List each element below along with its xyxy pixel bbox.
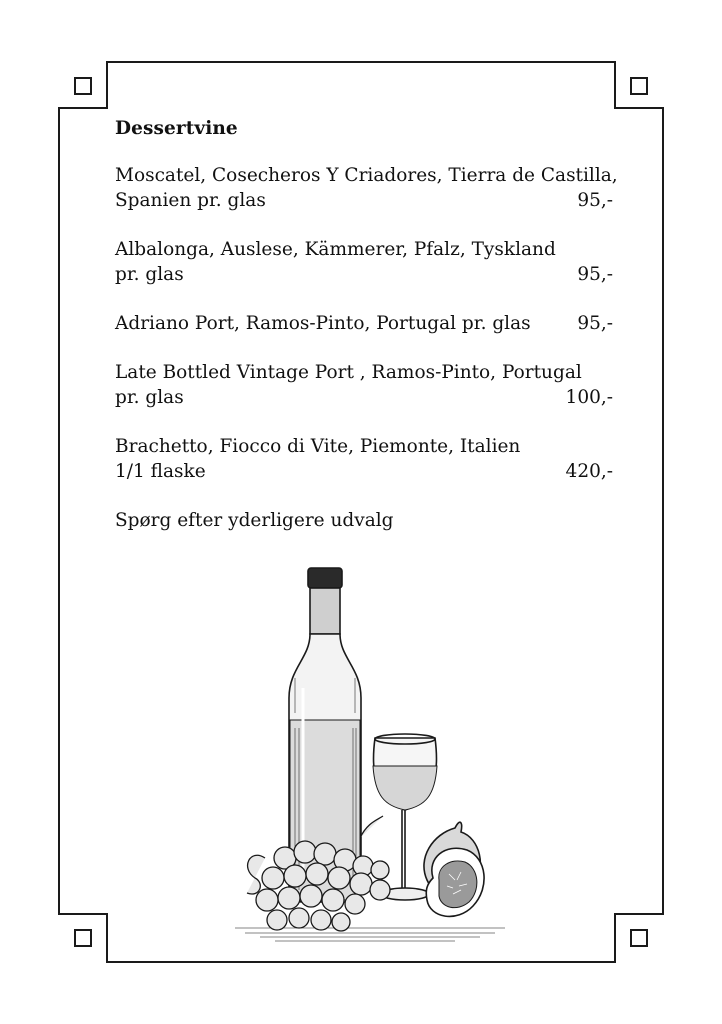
menu-item-name: Brachetto, Fiocco di Vite, Piemonte, Italien [115, 436, 521, 457]
menu-note: Spørg efter yderligere udvalg [115, 510, 394, 531]
menu-item-name: Albalonga, Auslese, Kämmerer, Pfalz, Tyskland [115, 239, 556, 260]
menu-item-price: 420,- [565, 461, 613, 482]
menu-item-serving: pr. glas [115, 387, 184, 408]
menu-item-price: 95,- [577, 313, 613, 334]
menu-item [115, 163, 618, 213]
menu-item-price: 95,- [577, 190, 613, 211]
menu-item-serving: pr. glas [115, 264, 184, 285]
menu-item-serving: Spanien pr. glas [115, 190, 266, 211]
menu-item [115, 311, 613, 336]
wine-bottle-glass-grapes-figs-icon [205, 538, 523, 948]
menu-item [115, 237, 613, 287]
corner-square-top-right [631, 78, 647, 94]
menu-item-name: Moscatel, Cosecheros Y Criadores, Tierra de Castilla, [115, 165, 618, 186]
corner-square-top-left [75, 78, 91, 94]
figs-icon [424, 822, 484, 916]
corner-square-bottom-left [75, 930, 91, 946]
menu-item [115, 360, 613, 410]
menu-item-name: Adriano Port, Ramos-Pinto, Portugal pr. glas [115, 313, 531, 334]
menu-item-price: 100,- [565, 387, 613, 408]
menu-content [115, 118, 618, 533]
menu-item [115, 434, 613, 484]
menu-item-name: Late Bottled Vintage Port , Ramos-Pinto, Portugal [115, 362, 582, 383]
menu-heading: Dessertvine [115, 118, 238, 139]
menu-item-serving: 1/1 flaske [115, 461, 206, 482]
menu-item-price: 95,- [577, 264, 613, 285]
corner-square-bottom-right [631, 930, 647, 946]
